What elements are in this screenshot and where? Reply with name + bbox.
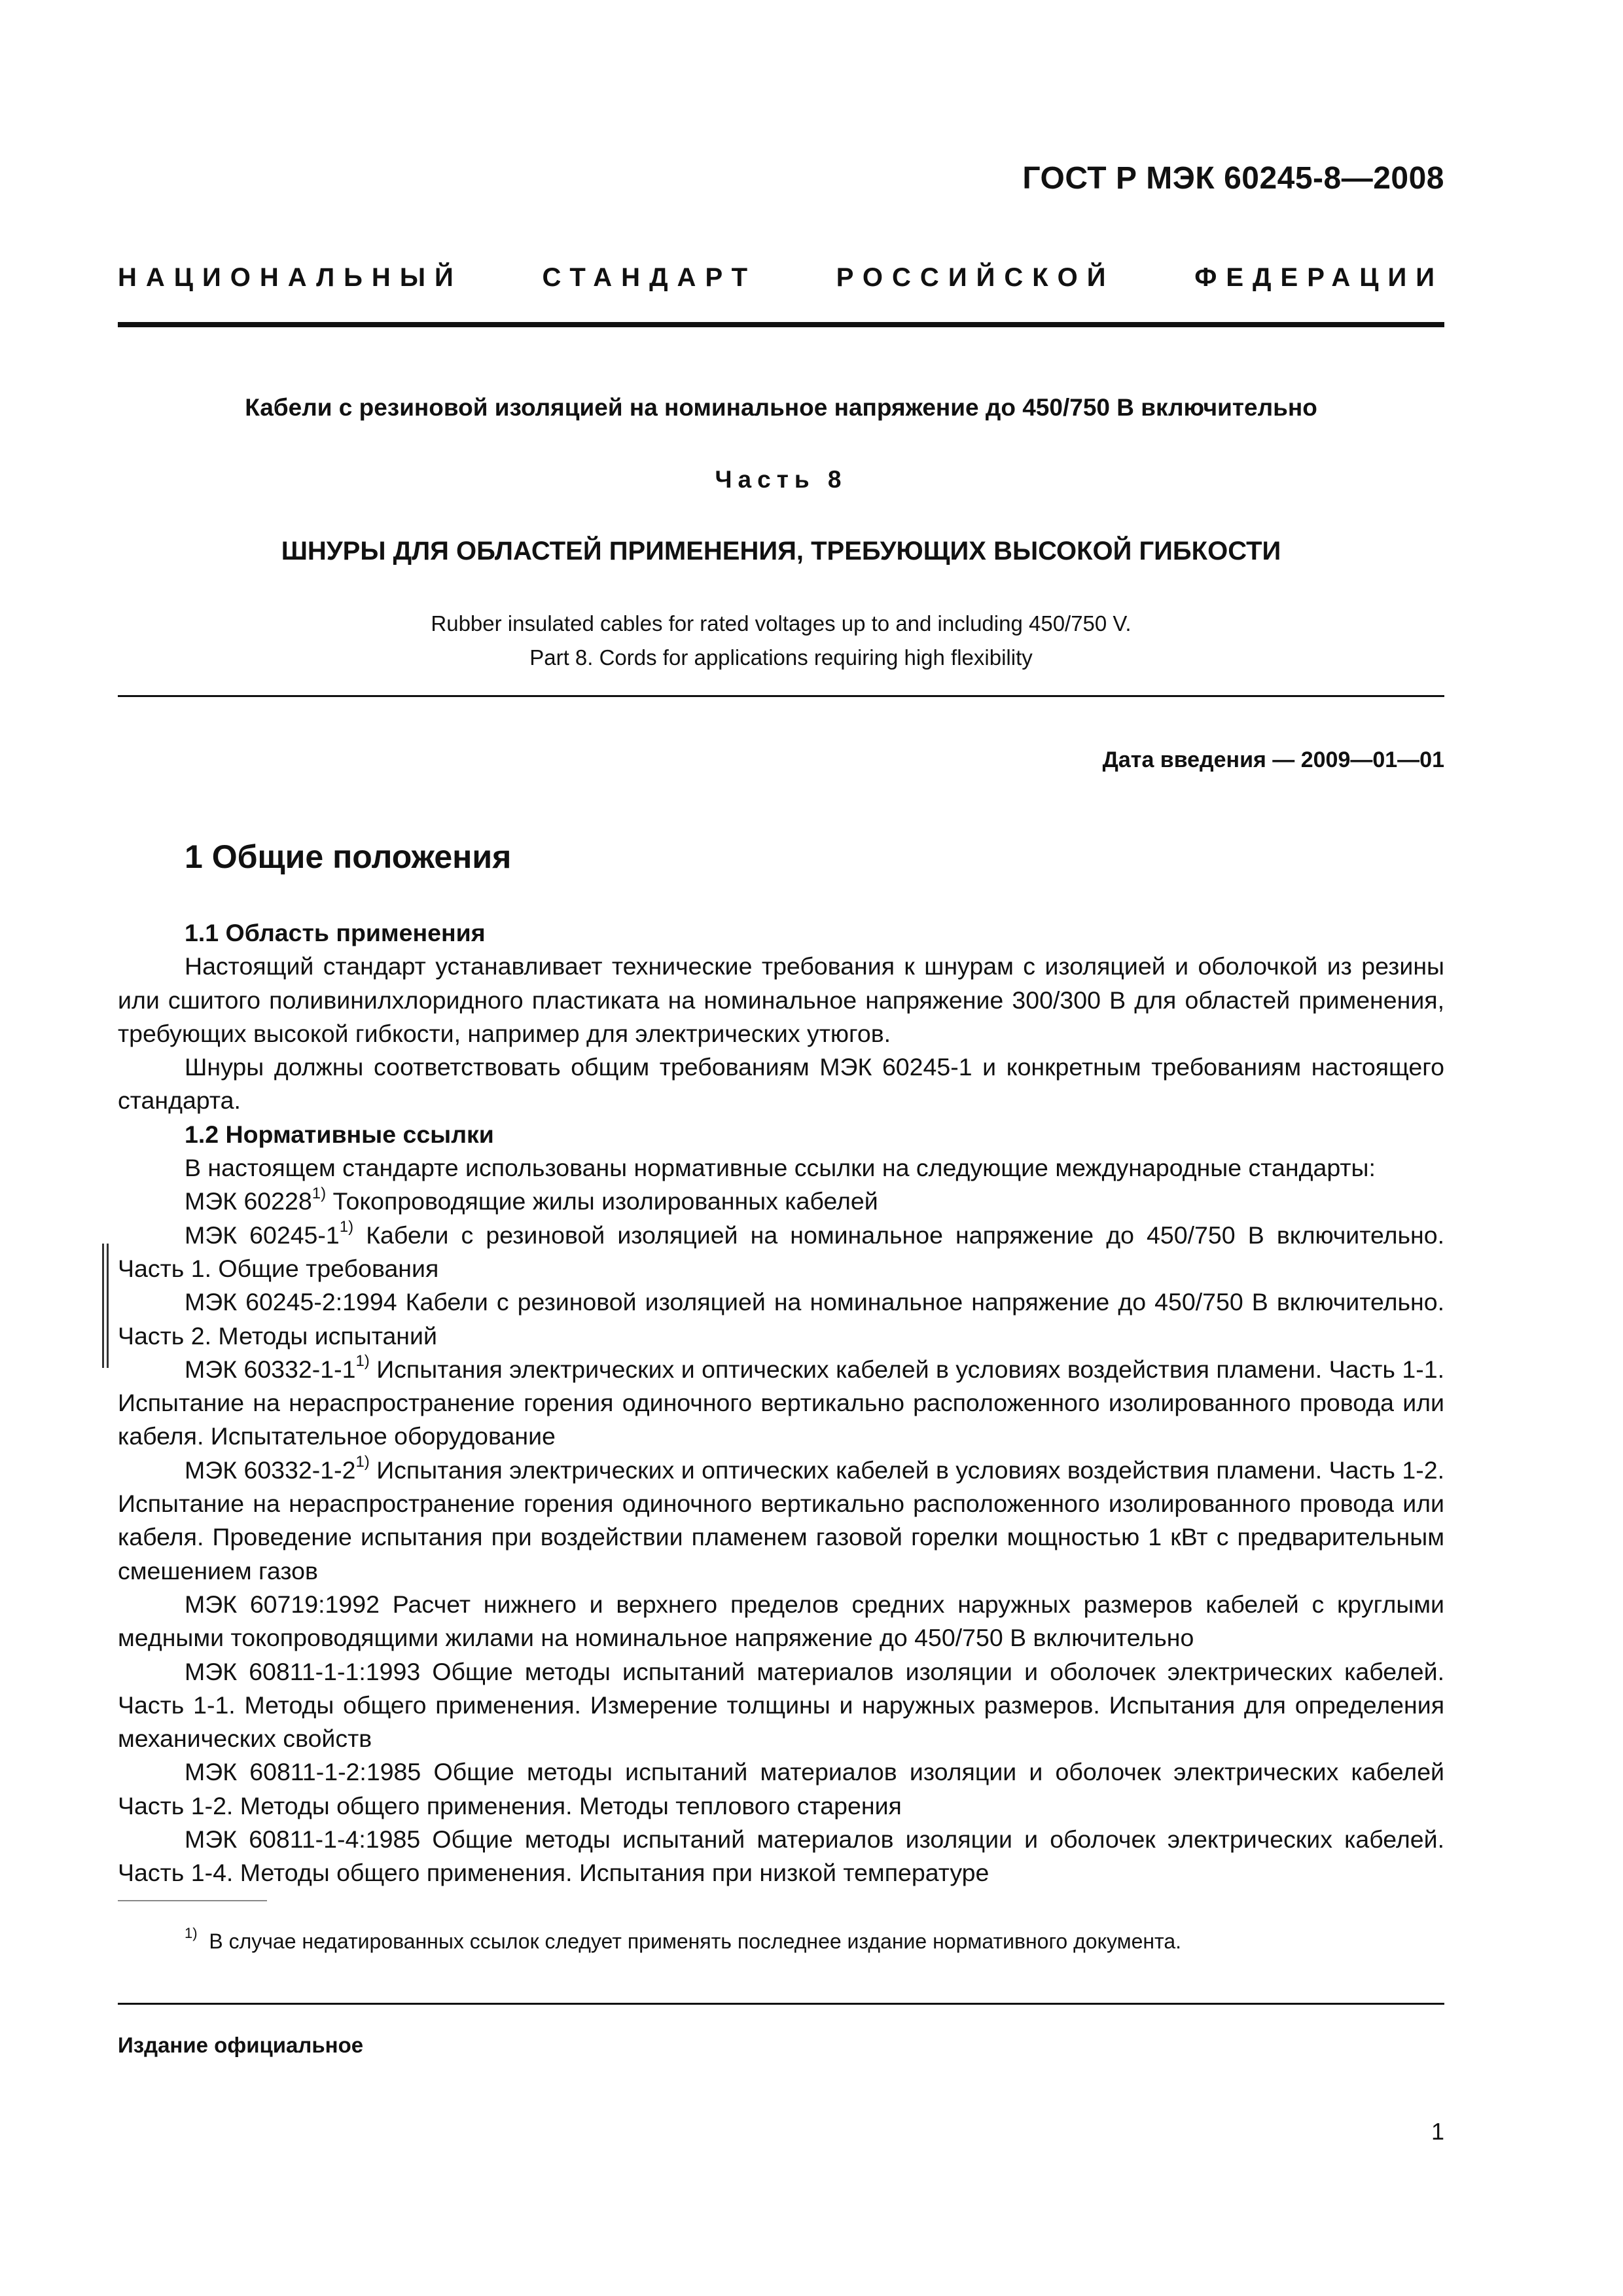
banner-word: СТАНДАРТ <box>542 263 757 292</box>
reference-code: МЭК 60811-1-2:1985 <box>185 1758 421 1786</box>
normative-reference <box>118 1655 1444 1756</box>
subsection-heading: 1.1 Область применения <box>185 919 486 946</box>
reference-code: МЭК 60811-1-1:1993 <box>185 1657 421 1685</box>
banner-word: НАЦИОНАЛЬНЫЙ <box>118 263 463 292</box>
reference-title: Токопроводящие жилы изолированных кабелей <box>326 1187 878 1215</box>
reference-code: МЭК 60228 <box>185 1187 312 1215</box>
document-part: Часть 8 <box>715 466 847 493</box>
normative-reference <box>118 1185 1444 1218</box>
standard-designation: ГОСТ Р МЭК 60245-8—2008 <box>1022 161 1444 196</box>
reference-code: МЭК 60245-1 <box>185 1221 340 1249</box>
reference-title: Кабели с резиновой изоляцией на номинальное напряжение до 450/750 В включительно. Часть 2. Методы испытаний <box>118 1288 1444 1350</box>
paragraph: Настоящий стандарт устанавливает технические требования к шнурам с изоляцией и оболочкой из резины или сшитого поливинилхлоридного пластиката на номинальное напряжение 300/300 В для областей применения, требующих высокой гибкости, например для электрических утюгов. <box>118 952 1444 1047</box>
footnote-marker: 1) <box>312 1184 327 1202</box>
reference-code: МЭК 60332-1-1 <box>185 1355 356 1383</box>
normative-reference <box>118 1823 1444 1890</box>
reference-code: МЭК 60332-1-2 <box>185 1456 356 1484</box>
edition-label: Издание официальное <box>118 2033 364 2057</box>
section-heading: 1 Общие положения <box>185 838 512 875</box>
footer-divider <box>118 2003 1444 2005</box>
paragraph: Шнуры должны соответствовать общим требованиям МЭК 60245-1 и конкретным требованиям настоящего стандарта. <box>118 1053 1444 1115</box>
revision-bar <box>102 1244 104 1368</box>
normative-reference <box>118 1454 1444 1588</box>
reference-code: МЭК 60719:1992 <box>185 1590 380 1618</box>
footnote-divider <box>118 1900 267 1901</box>
reference-title: Расчет нижнего и верхнего пределов средних наружных размеров кабелей с круглыми медными токопроводящими жилами на номинальное напряжение до 450/750 В включительно <box>118 1590 1445 1652</box>
subsection-heading: 1.2 Нормативные ссылки <box>185 1120 494 1148</box>
title-divider <box>118 695 1444 697</box>
reference-title: Испытания электрических и оптических кабелей в условиях воздействия пламени. Часть 1-2. Испытание на нераспространение горения одиночного вертикально расположенного изолированного провода или кабеля. Проведение испытания при воздействии пламенем газовой горелки мощностью 1 кВт с предварительным смешением газов <box>118 1456 1444 1585</box>
header-divider <box>118 322 1444 327</box>
section-body <box>118 916 1444 1890</box>
document-title: Кабели с резиновой изоляцией на номинальное напряжение до 450/750 В включительно <box>245 394 1317 421</box>
reference-code: МЭК 60245-2:1994 <box>185 1288 397 1316</box>
normative-reference <box>118 1588 1444 1655</box>
page-number: 1 <box>1431 2118 1444 2145</box>
normative-reference <box>118 1353 1444 1454</box>
document-subtitle: ШНУРЫ ДЛЯ ОБЛАСТЕЙ ПРИМЕНЕНИЯ, ТРЕБУЮЩИХ ВЫСОКОЙ ГИБКОСТИ <box>281 537 1281 565</box>
reference-title: Общие методы испытаний материалов изоляции и оболочек электрических кабелей Часть 1-2. Методы общего применения. Методы теплового старения <box>118 1758 1444 1820</box>
english-title <box>118 607 1444 675</box>
banner-word: РОССИЙСКОЙ <box>836 263 1115 292</box>
footnote-marker: 1) <box>355 1453 370 1471</box>
reference-title: Кабели с резиновой изоляцией на номинальное напряжение до 450/750 В включительно. Часть 1. Общие требования <box>118 1221 1445 1282</box>
reference-code: МЭК 60811-1-4:1985 <box>185 1825 421 1854</box>
footnote-text: В случае недатированных ссылок следует применять последнее издание нормативного документа. <box>209 1929 1182 1953</box>
reference-title: Общие методы испытаний материалов изоляции и оболочек электрических кабелей. Часть 1-4. Методы общего применения. Испытания при низкой температуре <box>118 1825 1444 1887</box>
reference-title: Испытания электрических и оптических кабелей в условиях воздействия пламени. Часть 1-1. Испытание на нераспространение горения одиночного вертикально расположенного изолированного провода или кабеля. Испытательное оборудование <box>118 1355 1444 1450</box>
footnote-marker: 1) <box>185 1925 198 1942</box>
banner-word: ФЕДЕРАЦИИ <box>1194 263 1444 292</box>
paragraph: В настоящем стандарте использованы нормативные ссылки на следующие международные стандарты: <box>185 1154 1376 1182</box>
normative-reference <box>118 1285 1444 1353</box>
normative-reference <box>118 1219 1444 1286</box>
introduction-date: Дата введения — 2009—01—01 <box>1102 747 1444 772</box>
revision-bar <box>107 1244 109 1368</box>
reference-title: Общие методы испытаний материалов изоляции и оболочек электрических кабелей. Часть 1-1. Методы общего применения. Измерение толщины и наружных размеров. Испытания для определения механических свойств <box>118 1657 1444 1753</box>
footnote-marker: 1) <box>339 1218 354 1236</box>
normative-reference <box>118 1755 1444 1823</box>
footnote-marker: 1) <box>355 1352 370 1371</box>
national-standard-banner <box>118 263 1444 293</box>
footnote <box>185 1925 1428 1954</box>
english-title-line: Rubber insulated cables for rated voltages up to and including 450/750 V. <box>431 611 1132 636</box>
english-title-line: Part 8. Cords for applications requiring high flexibility <box>529 645 1033 670</box>
